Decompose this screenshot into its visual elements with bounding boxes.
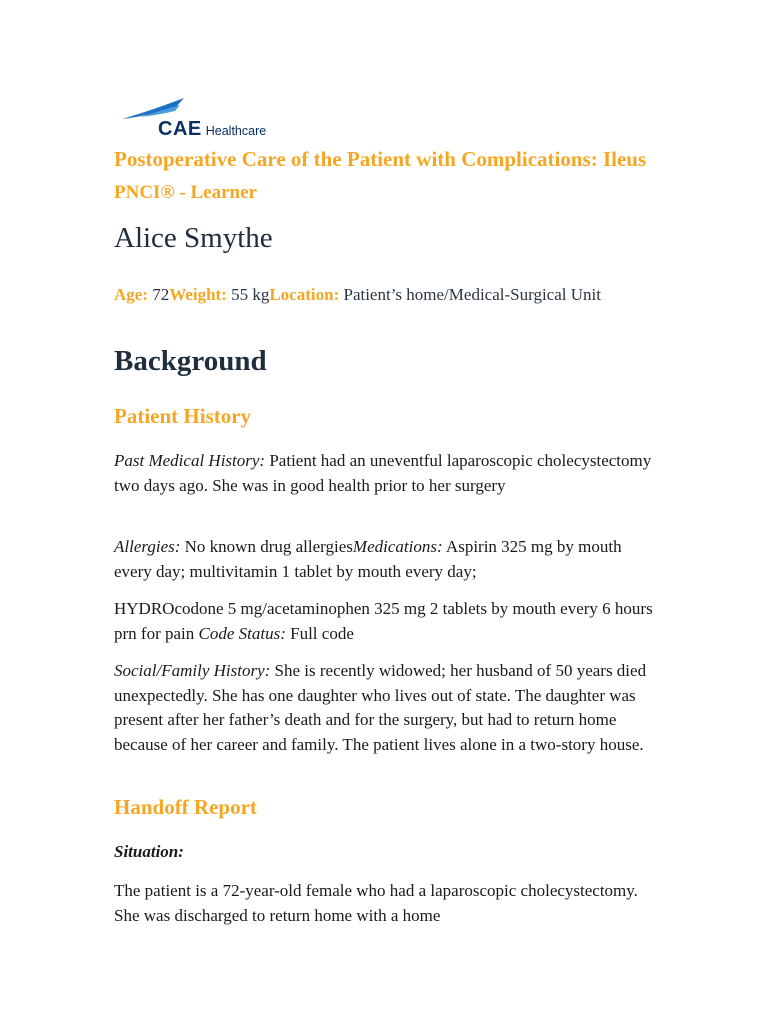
pmh-text: Patient had an uneventful laparoscopic cholecystectomy two days ago. She was in good health prior to her surgery — [114, 451, 652, 495]
pmh-label: Past Medical History: — [114, 451, 266, 470]
background-heading: Background — [114, 345, 267, 377]
code-status-text: Full code — [290, 623, 354, 643]
handoff-report-heading: Handoff Report — [114, 795, 257, 819]
weight-value: 55 kg — [231, 285, 270, 304]
patient-demographics — [114, 282, 654, 307]
logo-brand: CAE — [158, 118, 202, 140]
location-value: Patient’s home/Medical-Surgical Unit — [343, 285, 601, 304]
past-medical-history — [114, 449, 659, 498]
allergies-text: No known drug allergies — [184, 537, 353, 556]
patient-name: Alice Smythe — [114, 222, 273, 254]
logo-sub: Healthcare — [205, 124, 267, 138]
social-text: She is recently widowed; her husband of 50 years died unexpectedly. She has one daughter who lives out of state. The daughter was present after her father’s death and for the surgery, but had to return home because of her career and family. The patient lives alone in a two-story house. — [114, 661, 647, 754]
social-family-history — [114, 659, 659, 757]
document-title — [114, 143, 674, 209]
patient-history-heading: Patient History — [114, 404, 252, 428]
title-suffix: PNCI® - Learner — [114, 182, 257, 203]
medications-label: Medications: — [352, 537, 443, 556]
location-label: Location: — [269, 285, 340, 304]
age-label: Age: — [114, 285, 148, 304]
cae-healthcare-logo — [120, 97, 270, 139]
allergies-label: Allergies: — [114, 537, 181, 556]
code-status-label: Code Status: — [198, 623, 286, 643]
medications-continued — [114, 597, 659, 646]
allergies-medications — [114, 535, 659, 584]
meds-cont-text: HYDROcodone 5 mg/acetaminophen 325 mg 2 tablets by mouth every 6 hours prn for pain — [114, 599, 653, 643]
situation-text: The patient is a 72-year-old female who had a laparoscopic cholecystectomy. She was discharged to return home with a home — [114, 881, 638, 925]
weight-label: Weight: — [169, 285, 227, 304]
situation-label: Situation: — [114, 842, 184, 861]
age-value: 72 — [152, 285, 170, 304]
social-label: Social/Family History: — [114, 661, 271, 680]
medications-text: Aspirin 325 mg by mouth every day; multivitamin 1 tablet by mouth every day; — [114, 537, 622, 581]
title-main: Postoperative Care of the Patient with Complications: Ileus — [114, 147, 647, 171]
logo-text — [158, 118, 266, 141]
